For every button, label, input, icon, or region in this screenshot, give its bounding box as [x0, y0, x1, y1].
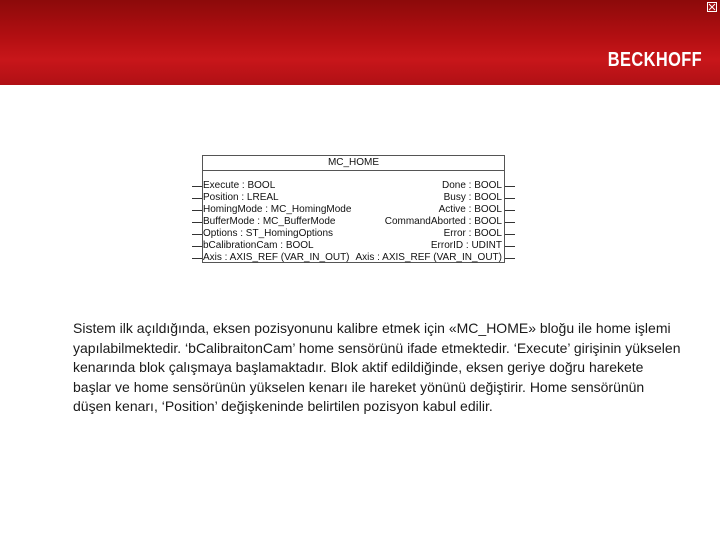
- input-pin-label: Position : LREAL: [203, 192, 279, 203]
- output-pin-label: ErrorID : UDINT: [430, 240, 502, 251]
- output-pin-line: [505, 246, 515, 247]
- output-pin-line: [505, 198, 515, 199]
- input-pin-label: BufferMode : MC_BufferMode: [203, 216, 336, 227]
- function-block-divider: [203, 170, 504, 171]
- output-pin-line: [505, 258, 515, 259]
- input-pin-label: bCalibrationCam : BOOL: [203, 240, 314, 251]
- output-pin-label: Busy : BOOL: [443, 192, 502, 203]
- function-block-diagram: [202, 155, 505, 263]
- brand-logo: BECKHOFF: [607, 49, 702, 71]
- input-pin-line: [192, 234, 202, 235]
- input-pin-line: [192, 186, 202, 187]
- output-pin-label: Axis : AXIS_REF (VAR_IN_OUT): [355, 252, 502, 263]
- header-banner: [0, 0, 720, 85]
- input-pin-line: [192, 198, 202, 199]
- input-pin-label: Execute : BOOL: [203, 180, 276, 191]
- input-pin-line: [192, 246, 202, 247]
- output-pin-label: Done : BOOL: [441, 180, 502, 191]
- description-text: Sistem ilk açıldığında, eksen pozisyonunu kalibre etmek için «MC_HOME» bloğu ile home işlemi yapılabilmektedir. ‘bCalibraitonCam’ home sensörünü ifade etmektedir. ‘Execute’ girişinin yükselen kenarında blok çalışmaya başlamaktadır. Blok aktif edildiğinde, eksen geriye doğru harekete başlar ve home sensörünün yükselen kenarı ile hareket yönünü değiştirir. Home sensörünün düşen kenarı, ‘Position’ değişkeninde belirtilen pozisyon kabul edilir.: [73, 320, 681, 415]
- input-pin-line: [192, 258, 202, 259]
- input-pin-line: [192, 210, 202, 211]
- close-icon[interactable]: [707, 2, 717, 12]
- function-block-title: MC_HOME: [327, 157, 380, 168]
- output-pin-label: CommandAborted : BOOL: [384, 216, 502, 227]
- input-pin-label: Options : ST_HomingOptions: [203, 228, 334, 239]
- output-pin-line: [505, 222, 515, 223]
- input-pin-line: [192, 222, 202, 223]
- input-pin-label: Axis : AXIS_REF (VAR_IN_OUT): [203, 252, 350, 263]
- input-pin-label: HomingMode : MC_HomingMode: [203, 204, 352, 215]
- output-pin-line: [505, 210, 515, 211]
- output-pin-label: Active : BOOL: [438, 204, 502, 215]
- output-pin-line: [505, 234, 515, 235]
- output-pin-line: [505, 186, 515, 187]
- output-pin-label: Error : BOOL: [443, 228, 502, 239]
